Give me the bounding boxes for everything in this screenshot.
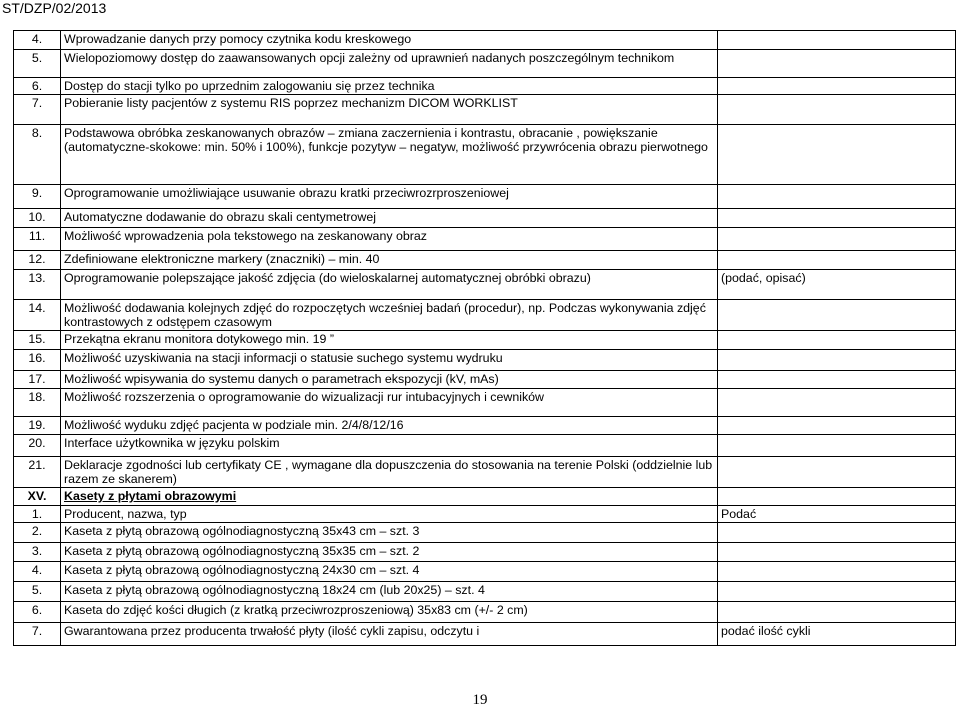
row-number: 16. xyxy=(14,350,61,371)
table-row xyxy=(14,209,956,228)
row-description xyxy=(61,50,718,78)
row-number: 13. xyxy=(14,270,61,300)
table-row xyxy=(14,78,956,95)
row-value xyxy=(718,251,956,270)
row-description xyxy=(61,562,718,582)
row-description-text: Zdefiniowane elektroniczne markery (znaczniki) – min. 40 xyxy=(64,252,380,266)
row-description xyxy=(61,435,718,457)
row-description xyxy=(61,300,718,331)
row-description-text: Możliwość rozszerzenia o oprogramowanie do wizualizacji rur intubacyjnych i cewników xyxy=(64,390,544,404)
row-value xyxy=(718,125,956,185)
row-number: 7. xyxy=(14,623,61,646)
table-row xyxy=(14,270,956,300)
row-value xyxy=(718,95,956,125)
table-row xyxy=(14,389,956,417)
row-description-text: Kasety z płytami obrazowymi xyxy=(64,489,237,503)
row-value xyxy=(718,31,956,50)
row-value: podać ilość cykli xyxy=(718,623,956,646)
table-row xyxy=(14,543,956,562)
row-value xyxy=(718,331,956,350)
row-description-text: Deklaracje zgodności lub certyfikaty CE , wymagane dla dopuszczenia do stosowania na terenie Polski (oddzielnie lub razem ze skanerem) xyxy=(64,458,713,486)
row-description xyxy=(61,582,718,602)
row-number: 4. xyxy=(14,31,61,50)
row-description xyxy=(61,78,718,95)
row-number: 5. xyxy=(14,582,61,602)
row-number: 15. xyxy=(14,331,61,350)
table-row xyxy=(14,417,956,435)
document-code: ST/DZP/02/2013 xyxy=(2,0,107,16)
row-number: 3. xyxy=(14,543,61,562)
row-description-text: Producent, nazwa, typ xyxy=(64,507,187,521)
row-number: 6. xyxy=(14,602,61,623)
row-value xyxy=(718,457,956,488)
row-description-text: Oprogramowanie polepszające jakość zdjęcia (do wieloskalarnej automatycznej obróbki obrazu) xyxy=(64,271,591,285)
row-description-text: Podstawowa obróbka zeskanowanych obrazów – zmiana zaczernienia i kontrastu, obracanie , powiększanie (automatyczne-skokowe: min. 50% i 100%), funkcje pozytyw – negatyw, możliwość przywrócenia obrazu pierwotnego xyxy=(64,126,708,154)
row-number: 2. xyxy=(14,523,61,543)
table-row xyxy=(14,50,956,78)
table-row xyxy=(14,125,956,185)
row-description xyxy=(61,523,718,543)
row-description xyxy=(61,543,718,562)
row-description-text: Kaseta do zdjęć kości długich (z kratką przeciwrozproszeniową) 35x83 cm (+/- 2 cm) xyxy=(64,603,528,617)
table-row xyxy=(14,435,956,457)
row-number: 4. xyxy=(14,562,61,582)
row-value xyxy=(718,582,956,602)
row-number: 9. xyxy=(14,185,61,209)
row-value: (podać, opisać) xyxy=(718,270,956,300)
row-description-text: Interface użytkownika w języku polskim xyxy=(64,436,280,450)
row-value xyxy=(718,562,956,582)
row-value: Podać xyxy=(718,506,956,523)
row-number: 20. xyxy=(14,435,61,457)
table-row xyxy=(14,488,956,506)
table-row xyxy=(14,300,956,331)
row-description xyxy=(61,350,718,371)
row-number: 18. xyxy=(14,389,61,417)
row-description-text: Możliwość dodawania kolejnych zdjęć do rozpoczętych wcześniej badań (procedur), np. Podczas wykonywania zdjęć kontrastowych z odstępem czasowym xyxy=(64,301,706,329)
row-description xyxy=(61,31,718,50)
table-row xyxy=(14,623,956,646)
row-description-text: Dostęp do stacji tylko po uprzednim zalogowaniu się przez technika xyxy=(64,79,435,93)
row-description-text: Wprowadzanie danych przy pomocy czytnika kodu kreskowego xyxy=(64,32,412,46)
table-row xyxy=(14,228,956,251)
row-value xyxy=(718,185,956,209)
table-row xyxy=(14,506,956,523)
row-description-text: Automatyczne dodawanie do obrazu skali centymetrowej xyxy=(64,210,376,224)
row-value xyxy=(718,435,956,457)
row-number: 6. xyxy=(14,78,61,95)
table-row xyxy=(14,350,956,371)
row-description-text: Gwarantowana przez producenta trwałość płyty (ilość cykli zapisu, odczytu i xyxy=(64,624,480,638)
row-number: 12. xyxy=(14,251,61,270)
row-value xyxy=(718,350,956,371)
table-row xyxy=(14,31,956,50)
row-description-text: Kaseta z płytą obrazową ogólnodiagnostyczną 35x35 cm – szt. 2 xyxy=(64,544,420,558)
row-number: 1. xyxy=(14,506,61,523)
page-number: 19 xyxy=(472,692,488,708)
row-description-text: Oprogramowanie umożliwiające usuwanie obrazu kratki przeciwrozrproszeniowej xyxy=(64,186,509,200)
row-description-text: Możliwość wprowadzenia pola tekstowego na zeskanowany obraz xyxy=(64,229,427,243)
row-value xyxy=(718,209,956,228)
table-row xyxy=(14,582,956,602)
row-description xyxy=(61,209,718,228)
row-number: 5. xyxy=(14,50,61,78)
row-value xyxy=(718,389,956,417)
row-description xyxy=(61,623,718,646)
table-row xyxy=(14,371,956,389)
row-value xyxy=(718,417,956,435)
row-description-text: Możliwość uzyskiwania na stacji informacji o statusie suchego systemu wydruku xyxy=(64,351,503,365)
row-description xyxy=(61,488,718,506)
row-number: 19. xyxy=(14,417,61,435)
row-number: 14. xyxy=(14,300,61,331)
row-number: 21. xyxy=(14,457,61,488)
row-description-text: Kaseta z płytą obrazową ogólnodiagnostyczną 24x30 cm – szt. 4 xyxy=(64,563,420,577)
row-description-text: Przekątna ekranu monitora dotykowego min. 19 ” xyxy=(64,332,334,346)
row-number: 8. xyxy=(14,125,61,185)
row-value xyxy=(718,300,956,331)
row-value xyxy=(718,488,956,506)
row-description-text: Możliwość wpisywania do systemu danych o parametrach ekspozycji (kV, mAs) xyxy=(64,372,499,386)
row-number: 11. xyxy=(14,228,61,251)
row-description-text: Kaseta z płytą obrazową ogólnodiagnostyczną 18x24 cm (lub 20x25) – szt. 4 xyxy=(64,583,485,597)
row-description xyxy=(61,185,718,209)
row-description xyxy=(61,270,718,300)
row-description xyxy=(61,371,718,389)
row-description xyxy=(61,417,718,435)
table-row xyxy=(14,251,956,270)
row-description-text: Pobieranie listy pacjentów z systemu RIS poprzez mechanizm DICOM WORKLIST xyxy=(64,96,518,110)
row-value xyxy=(718,50,956,78)
row-description-text: Wielopoziomowy dostęp do zaawansowanych opcji zależny od uprawnień nadanych poszczególnym technikom xyxy=(64,51,675,65)
table-row xyxy=(14,523,956,543)
row-description xyxy=(61,228,718,251)
row-number: XV. xyxy=(14,488,61,506)
row-value xyxy=(718,78,956,95)
row-number: 10. xyxy=(14,209,61,228)
row-number: 7. xyxy=(14,95,61,125)
row-description xyxy=(61,125,718,185)
table-row xyxy=(14,95,956,125)
table-row xyxy=(14,602,956,623)
table-row xyxy=(14,331,956,350)
table-row xyxy=(14,457,956,488)
table-row xyxy=(14,185,956,209)
specification-table xyxy=(13,30,956,646)
row-value xyxy=(718,602,956,623)
row-description xyxy=(61,251,718,270)
row-value xyxy=(718,523,956,543)
row-value xyxy=(718,228,956,251)
row-description xyxy=(61,95,718,125)
row-description xyxy=(61,506,718,523)
table-row xyxy=(14,562,956,582)
row-description-text: Kaseta z płytą obrazową ogólnodiagnostyczną 35x43 cm – szt. 3 xyxy=(64,524,420,538)
row-description xyxy=(61,331,718,350)
row-description-text: Możliwość wyduku zdjęć pacjenta w podziale min. 2/4/8/12/16 xyxy=(64,418,404,432)
row-value xyxy=(718,543,956,562)
row-description xyxy=(61,602,718,623)
row-number: 17. xyxy=(14,371,61,389)
row-description xyxy=(61,389,718,417)
row-description xyxy=(61,457,718,488)
row-value xyxy=(718,371,956,389)
